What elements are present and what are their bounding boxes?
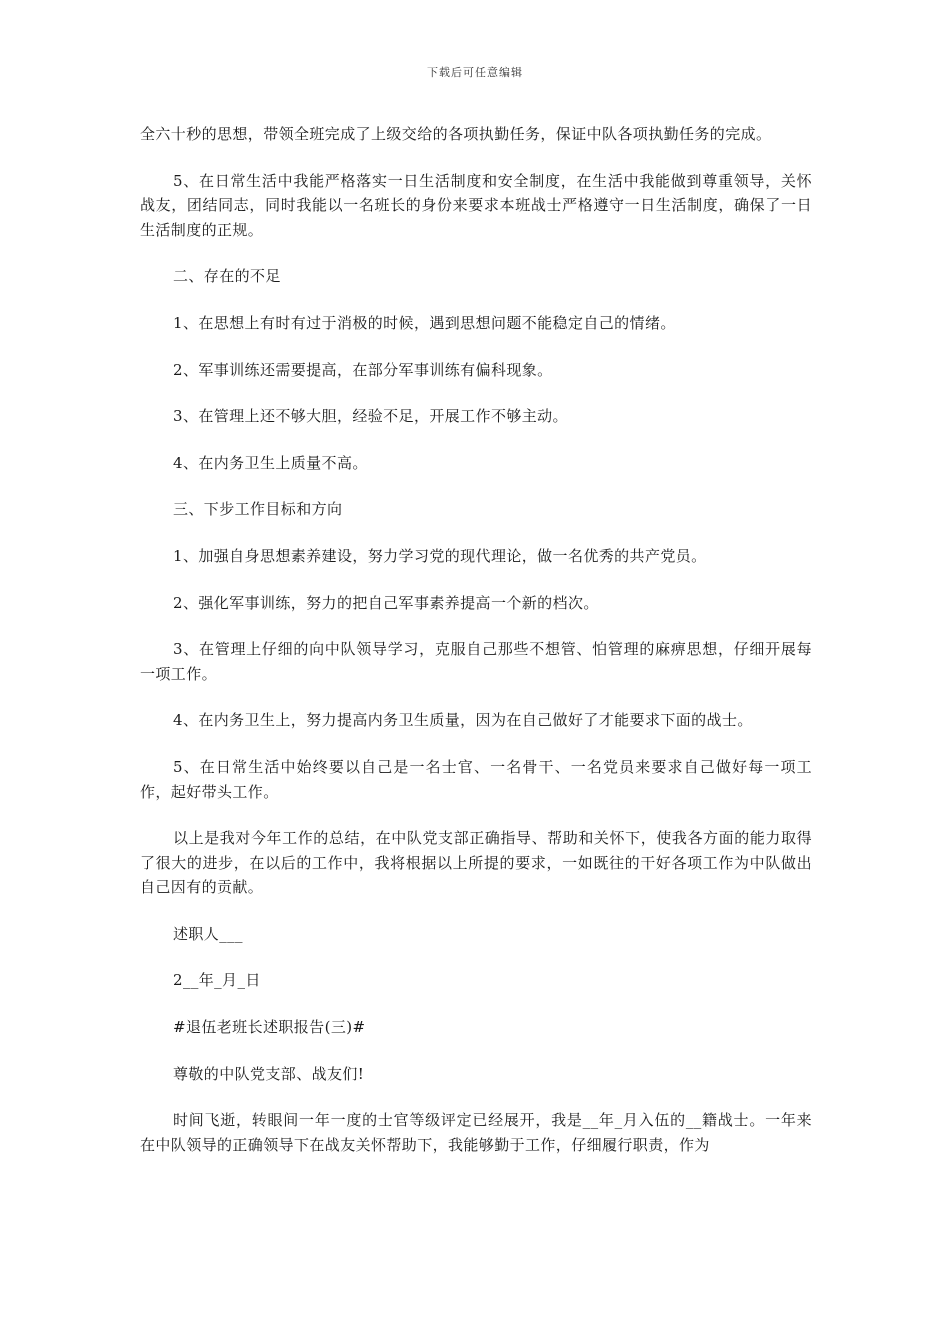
paragraph: 5、在日常生活中我能严格落实一日生活制度和安全制度，在生活中我能做到尊重领导，关怀战友，团结同志，同时我能以一名班长的身份来要求本班战士严格遵守一日生活制度，确保了一日生活制度的正规。 — [140, 171, 812, 239]
list-item: 3、在管理上还不够大胆，经验不足，开展工作不够主动。 — [173, 407, 568, 426]
paragraph: 以上是我对今年工作的总结，在中队党支部正确指导、帮助和关怀下，使我各方面的能力取得了很大的进步，在以后的工作中，我将根据以上所提的要求，一如既往的干好各项工作为中队做出自己因有的贡献。 — [140, 829, 812, 897]
report-title: #退伍老班长述职报告(三)# — [173, 1018, 366, 1037]
list-item: 2、军事训练还需要提高，在部分军事训练有偏科现象。 — [173, 360, 553, 379]
download-note: 下载后可任意编辑 — [427, 66, 523, 79]
list-item: 5、在日常生活中始终要以自己是一名士官、一名骨干、一名党员来要求自己做好每一项工作，起好带头工作。 — [140, 757, 812, 801]
paragraph: 时间飞逝，转眼间一年一度的士官等级评定已经展开，我是__年_月入伍的__籍战士。一年来在中队领导的正确领导下在战友关怀帮助下，我能够勤于工作，仔细履行职责，作为 — [140, 1111, 812, 1154]
date-line: 2__年_月_日 — [173, 971, 261, 990]
section-heading: 三、下步工作目标和方向 — [173, 500, 343, 519]
list-item: 4、在内务卫生上，努力提高内务卫生质量，因为在自己做好了才能要求下面的战士。 — [173, 711, 753, 730]
list-item: 1、加强自身思想素养建设，努力学习党的现代理论，做一名优秀的共产党员。 — [173, 546, 707, 565]
list-item: 1、在思想上有时有过于消极的时候，遇到思想问题不能稳定自己的情绪。 — [173, 313, 676, 332]
list-item: 4、在内务卫生上质量不高。 — [173, 453, 368, 472]
list-item: 2、强化军事训练，努力的把自己军事素养提高一个新的档次。 — [173, 593, 599, 612]
section-heading: 二、存在的不足 — [173, 267, 281, 286]
list-item: 3、在管理上仔细的向中队领导学习，克服自己那些不想管、怕管理的麻痹思想，仔细开展每一项工作。 — [140, 640, 812, 683]
signature-line: 述职人___ — [173, 924, 243, 943]
paragraph: 全六十秒的思想，带领全班完成了上级交给的各项执勤任务，保证中队各项执勤任务的完成。 — [140, 125, 772, 143]
salutation: 尊敬的中队党支部、战友们! — [173, 1064, 365, 1083]
document-body — [140, 122, 812, 1179]
